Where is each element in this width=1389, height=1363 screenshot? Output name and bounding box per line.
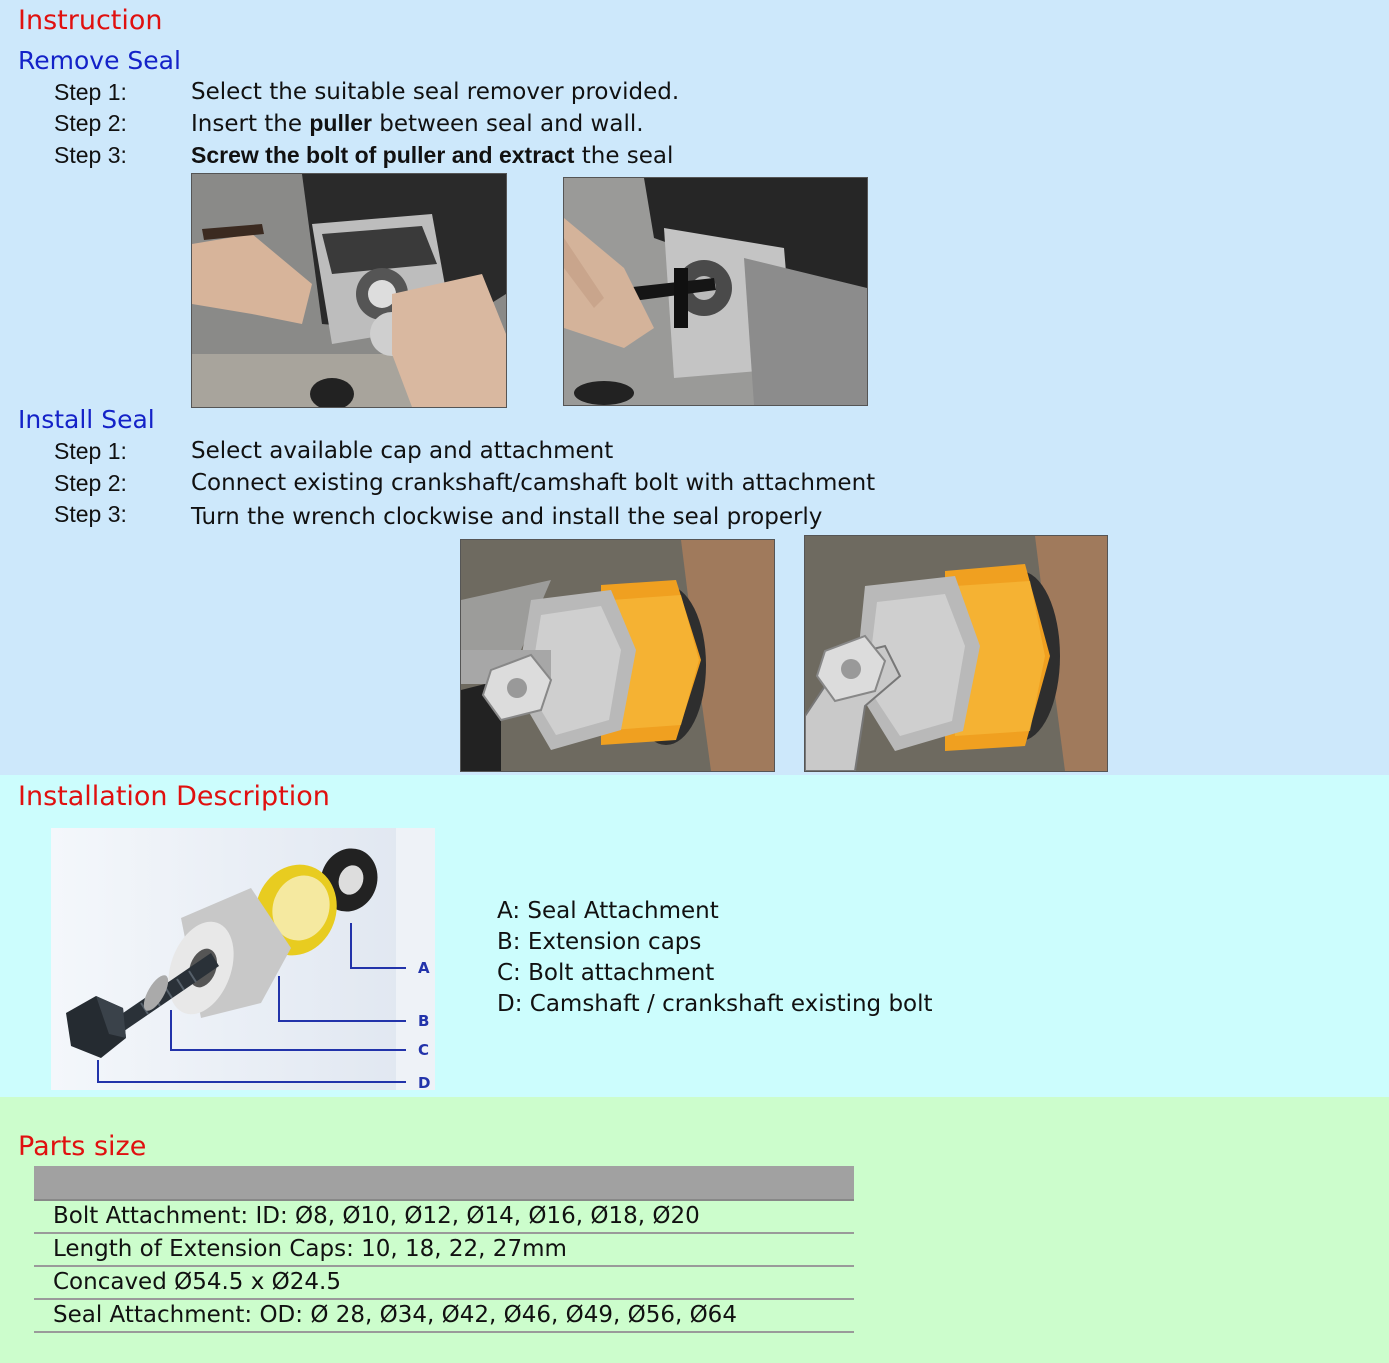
install-step-1-label: Step 1:: [54, 438, 127, 464]
install-step-2-text: Connect existing crankshaft/camshaft bolt with attachment: [191, 470, 876, 496]
install-step-1-text: Select available cap and attachment: [191, 438, 614, 464]
parts-row-concaved: Concaved Ø54.5 x Ø24.5: [34, 1267, 854, 1300]
diagram-letter-a: A: [418, 959, 430, 977]
exploded-diagram: [51, 828, 435, 1090]
remove-seal-photo-1: [191, 173, 507, 408]
parts-table-header: [34, 1166, 854, 1201]
parts-row-extension-caps: Length of Extension Caps: 10, 18, 22, 27mm: [34, 1234, 854, 1267]
remove-seal-photo-2: [563, 177, 868, 406]
diagram-letter-b: B: [418, 1012, 430, 1030]
install-step-2-label: Step 2:: [54, 470, 127, 496]
install-seal-heading: Install Seal: [18, 405, 155, 434]
remove-step-3-text: Screw the bolt of puller and extract the seal: [191, 142, 674, 169]
install-step-3-label: Step 3:: [54, 501, 127, 527]
diagram-letter-c: C: [418, 1041, 430, 1059]
legend-item-b: B: Extension caps: [497, 929, 702, 955]
legend-item-a: A: Seal Attachment: [497, 898, 719, 924]
legend-item-c: C: Bolt attachment: [497, 960, 715, 986]
parts-title: Parts size: [18, 1131, 147, 1162]
remove-seal-heading: Remove Seal: [18, 46, 181, 75]
parts-row-seal-attachment: Seal Attachment: OD: Ø 28, Ø34, Ø42, Ø46, Ø49, Ø56, Ø64: [34, 1300, 854, 1333]
legend-item-d: D: Camshaft / crankshaft existing bolt: [497, 991, 933, 1017]
parts-table: [34, 1166, 854, 1333]
remove-step-2-text: Insert the puller between seal and wall.: [191, 110, 644, 137]
instruction-title: Instruction: [18, 5, 163, 36]
parts-row-bolt-attachment: Bolt Attachment: ID: Ø8, Ø10, Ø12, Ø14, Ø16, Ø18, Ø20: [34, 1201, 854, 1234]
remove-step-1-text: Select the suitable seal remover provided.: [191, 79, 680, 105]
remove-step-2-label: Step 2:: [54, 110, 127, 136]
install-step-3-text: Turn the wrench clockwise and install the seal properly: [191, 504, 823, 530]
diagram-letter-d: D: [418, 1074, 431, 1092]
remove-step-1-label: Step 1:: [54, 79, 127, 105]
install-seal-photo-2: [804, 535, 1108, 772]
install-seal-photo-1: [460, 539, 775, 772]
remove-step-3-label: Step 3:: [54, 142, 127, 168]
installation-title: Installation Description: [18, 781, 330, 812]
